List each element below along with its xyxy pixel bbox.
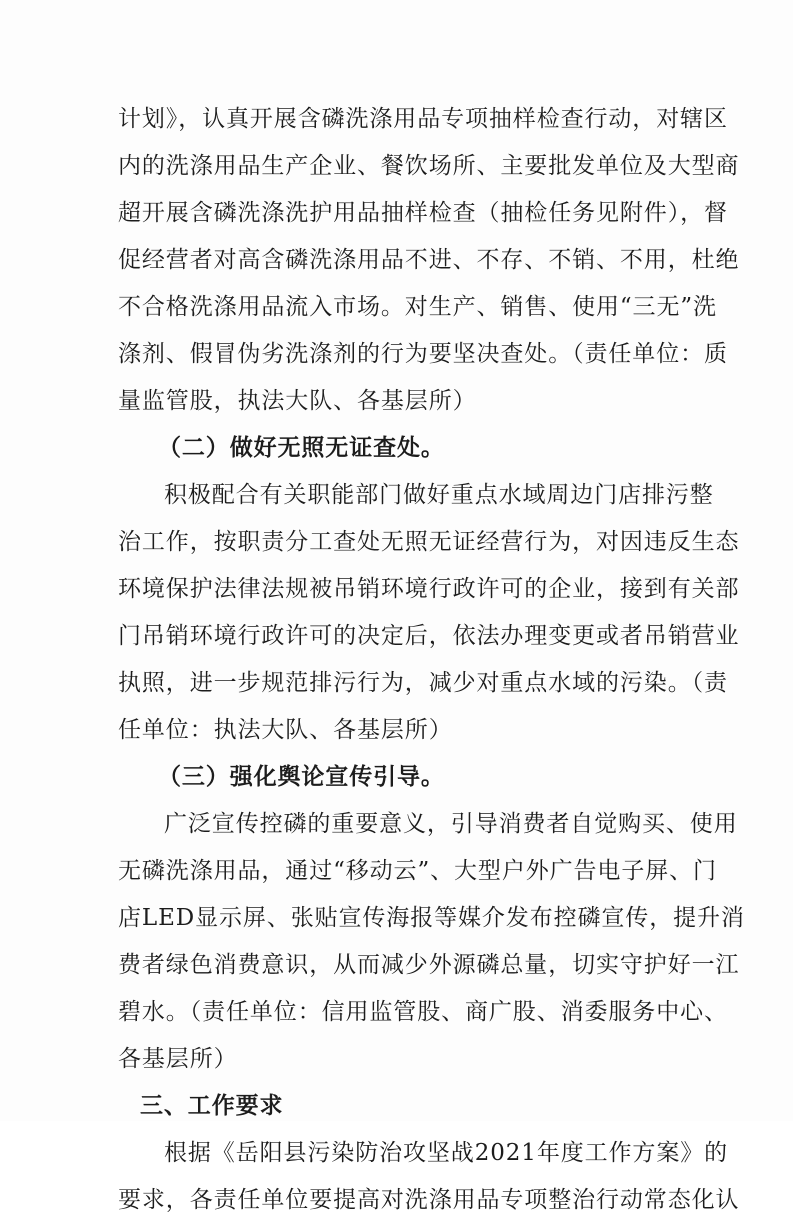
body-line: 治工作，按职责分工查处无照无证经营行为，对因违反生态	[118, 529, 740, 555]
body-line: 要求，各责任单位要提高对洗涤用品专项整治行动常态化认	[118, 1187, 740, 1213]
body-line: 内的洗涤用品生产企业、餐饮场所、主要批发单位及大型商	[118, 153, 740, 179]
body-line: 执照，进一步规范排污行为，减少对重点水域的污染。（责	[118, 670, 728, 696]
body-line: 量监管股，执法大队、各基层所）	[118, 388, 477, 414]
main-heading-requirements: 三、工作要求	[140, 1093, 284, 1119]
body-line: 各基层所）	[118, 1046, 238, 1072]
body-line: 碧水。（责任单位：信用监管股、商广股、消委服务中心、	[118, 999, 728, 1025]
body-line: 店LED显示屏、张贴宣传海报等媒介发布控磷宣传，提升消	[118, 905, 745, 931]
body-line: 超开展含磷洗涤洗护用品抽样检查（抽检任务见附件），督	[118, 200, 728, 226]
body-line: 不合格洗涤用品流入市场。对生产、销售、使用“三无”洗	[118, 294, 717, 320]
body-line: 促经营者对高含磷洗涤用品不进、不存、不销、不用，杜绝	[118, 247, 740, 273]
body-line: 任单位：执法大队、各基层所）	[118, 717, 453, 743]
body-line: 费者绿色消费意识，从而减少外源磷总量，切实守护好一江	[118, 952, 740, 978]
body-line: 环境保护法律法规被吊销环境行政许可的企业，接到有关部	[118, 576, 740, 602]
section-heading-3: （三）强化舆论宣传引导。	[158, 764, 445, 790]
body-line: 门吊销环境行政许可的决定后，依法办理变更或者吊销营业	[118, 623, 740, 649]
body-line: 无磷洗涤用品，通过“移动云”、大型户外广告电子屏、门	[118, 858, 717, 884]
paragraph-first-line: 广泛宣传控磷的重要意义，引导消费者自觉购买、使用	[164, 811, 738, 837]
body-line: 计划》，认真开展含磷洗涤用品专项抽样检查行动，对辖区	[118, 106, 728, 132]
section-heading-2: （二）做好无照无证查处。	[158, 435, 445, 461]
paragraph-first-line: 根据《岳阳县污染防治攻坚战2021年度工作方案》的	[164, 1140, 729, 1166]
paragraph-first-line: 积极配合有关职能部门做好重点水域周边门店排污整	[164, 482, 714, 508]
body-line: 涤剂、假冒伪劣洗涤剂的行为要坚决查处。（责任单位：质	[118, 341, 728, 367]
